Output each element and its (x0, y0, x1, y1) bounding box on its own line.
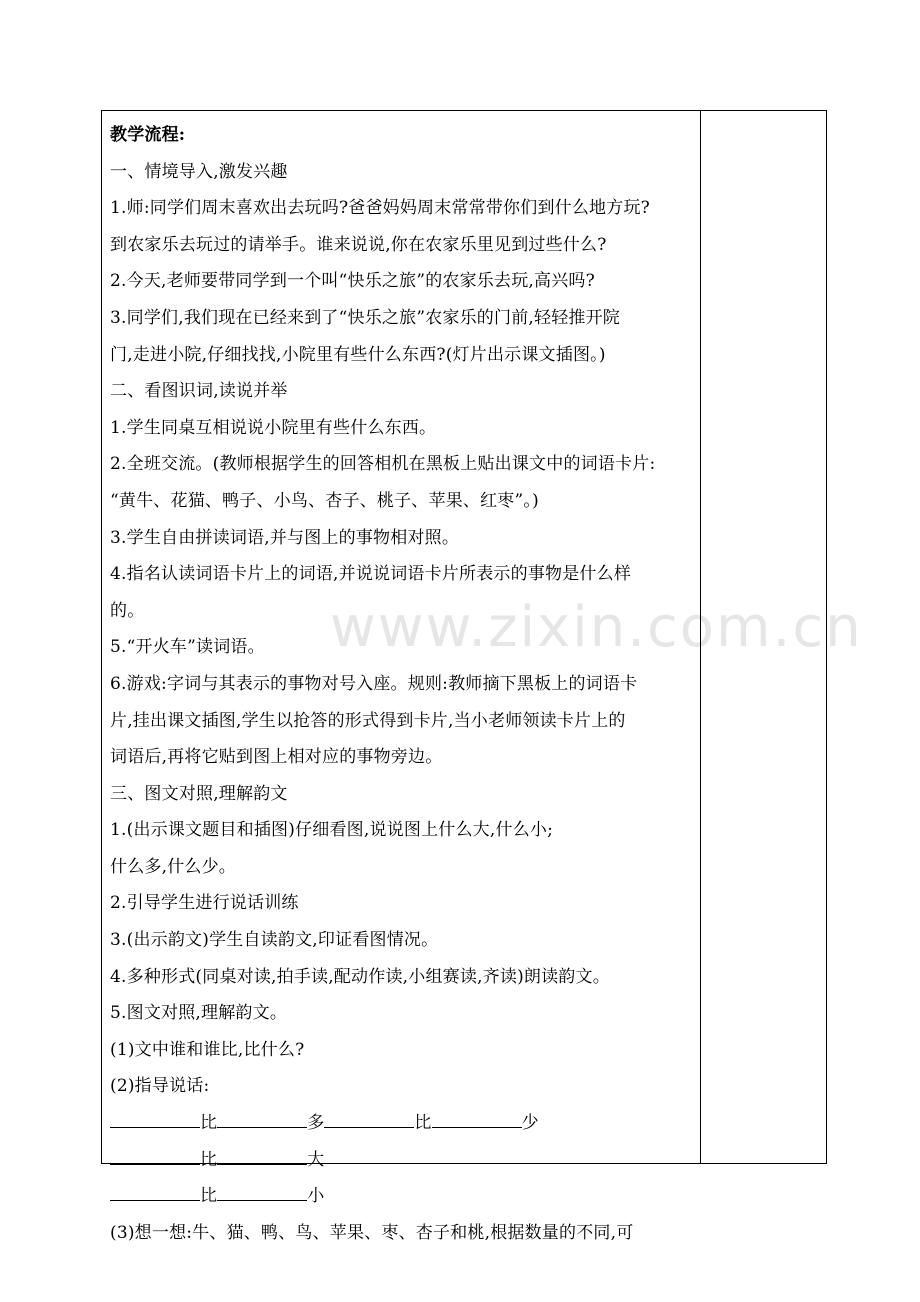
text-line: 2.引导学生进行说话训练 (110, 893, 299, 914)
text-line: 5.图文对照,理解韵文。 (110, 1003, 288, 1024)
answer-blank (217, 1112, 307, 1128)
answer-blank (110, 1112, 200, 1128)
fill-word: 大 (307, 1149, 325, 1170)
text-line: 到农家乐去玩过的请举手。谁来说说,你在农家乐里见到过些什么? (110, 234, 607, 255)
text-line: 1.学生同桌互相说说小院里有些什么东西。 (110, 417, 437, 438)
text-line: 1.(出示课文题目和插图)仔细看图,说说图上什么大,什么小; (110, 820, 554, 841)
text-line: 6.游戏:字词与其表示的事物对号入座。规则:教师摘下黑板上的词语卡 (110, 673, 638, 694)
text-line: (1)文中谁和谁比,比什么? (110, 1039, 305, 1060)
fill-word: 比 (200, 1113, 218, 1134)
text-line: “黄牛、花猫、鸭子、小鸟、杏子、桃子、苹果、红枣”。) (110, 490, 539, 511)
text-line: 3.同学们,我们现在已经来到了“快乐之旅”农家乐的门前,轻轻推开院 (110, 307, 621, 328)
watermark: www.zixin.com.cn (330, 595, 863, 660)
fill-in-line (110, 1178, 698, 1215)
fill-in-line (110, 1105, 698, 1142)
column-divider (700, 111, 701, 1163)
answer-blank (110, 1148, 200, 1164)
text-line: 二、看图识词,读说并举 (110, 381, 288, 402)
fill-word: 比 (414, 1113, 432, 1134)
text-line: 词语后,再将它贴到图上相对应的事物旁边。 (110, 747, 443, 768)
fill-word: 少 (521, 1113, 539, 1134)
section-heading: 教学流程: (110, 125, 186, 145)
text-line: 1.师:同学们周末喜欢出去玩吗?爸爸妈妈周末常常带你们到什么地方玩? (110, 198, 650, 219)
text-line: 的。 (110, 600, 145, 621)
fill-word: 小 (307, 1186, 325, 1207)
text-line: (2)指导说话: (110, 1076, 210, 1097)
text-line: 门,走进小院,仔细找找,小院里有些什么东西?(灯片出示课文插图。) (110, 344, 606, 365)
text-line: 3.(出示韵文)学生自读韵文,印证看图情况。 (110, 930, 439, 951)
answer-blank (217, 1185, 307, 1201)
fill-word: 多 (307, 1113, 325, 1134)
fill-word: 比 (200, 1149, 218, 1170)
answer-blank (110, 1185, 200, 1201)
lesson-table (101, 110, 827, 1243)
text-line: 3.学生自由拼读词语,并与图上的事物相对照。 (110, 527, 460, 548)
answer-blank (432, 1112, 522, 1128)
answer-blank (217, 1148, 307, 1164)
lesson-content (110, 117, 698, 1251)
text-line: 什么多,什么少。 (110, 856, 237, 877)
text-line: 2.全班交流。(教师根据学生的回答相机在黑板上贴出课文中的词语卡片: (110, 454, 656, 475)
text-line: 4.指名认读词语卡片上的词语,并说说词语卡片所表示的事物是什么样 (110, 564, 632, 585)
text-line: 2.今天,老师要带同学到一个叫“快乐之旅”的农家乐去玩,高兴吗? (110, 271, 595, 292)
text-line: 三、图文对照,理解韵文 (110, 783, 288, 804)
fill-word: 比 (200, 1186, 218, 1207)
text-line: 一、情境导入,激发兴趣 (110, 161, 288, 182)
fill-in-line (110, 1142, 698, 1179)
text-line: 片,挂出课文插图,学生以抢答的形式得到卡片,当小老师领读卡片上的 (110, 710, 626, 731)
text-line: 4.多种形式(同桌对读,拍手读,配动作读,小组赛读,齐读)朗读韵文。 (110, 966, 610, 987)
text-line: (3)想一想:牛、猫、鸭、鸟、苹果、枣、杏子和桃,根据数量的不同,可 (110, 1222, 634, 1243)
text-line: 5.“开火车”读词语。 (110, 637, 265, 658)
answer-blank (324, 1112, 414, 1128)
